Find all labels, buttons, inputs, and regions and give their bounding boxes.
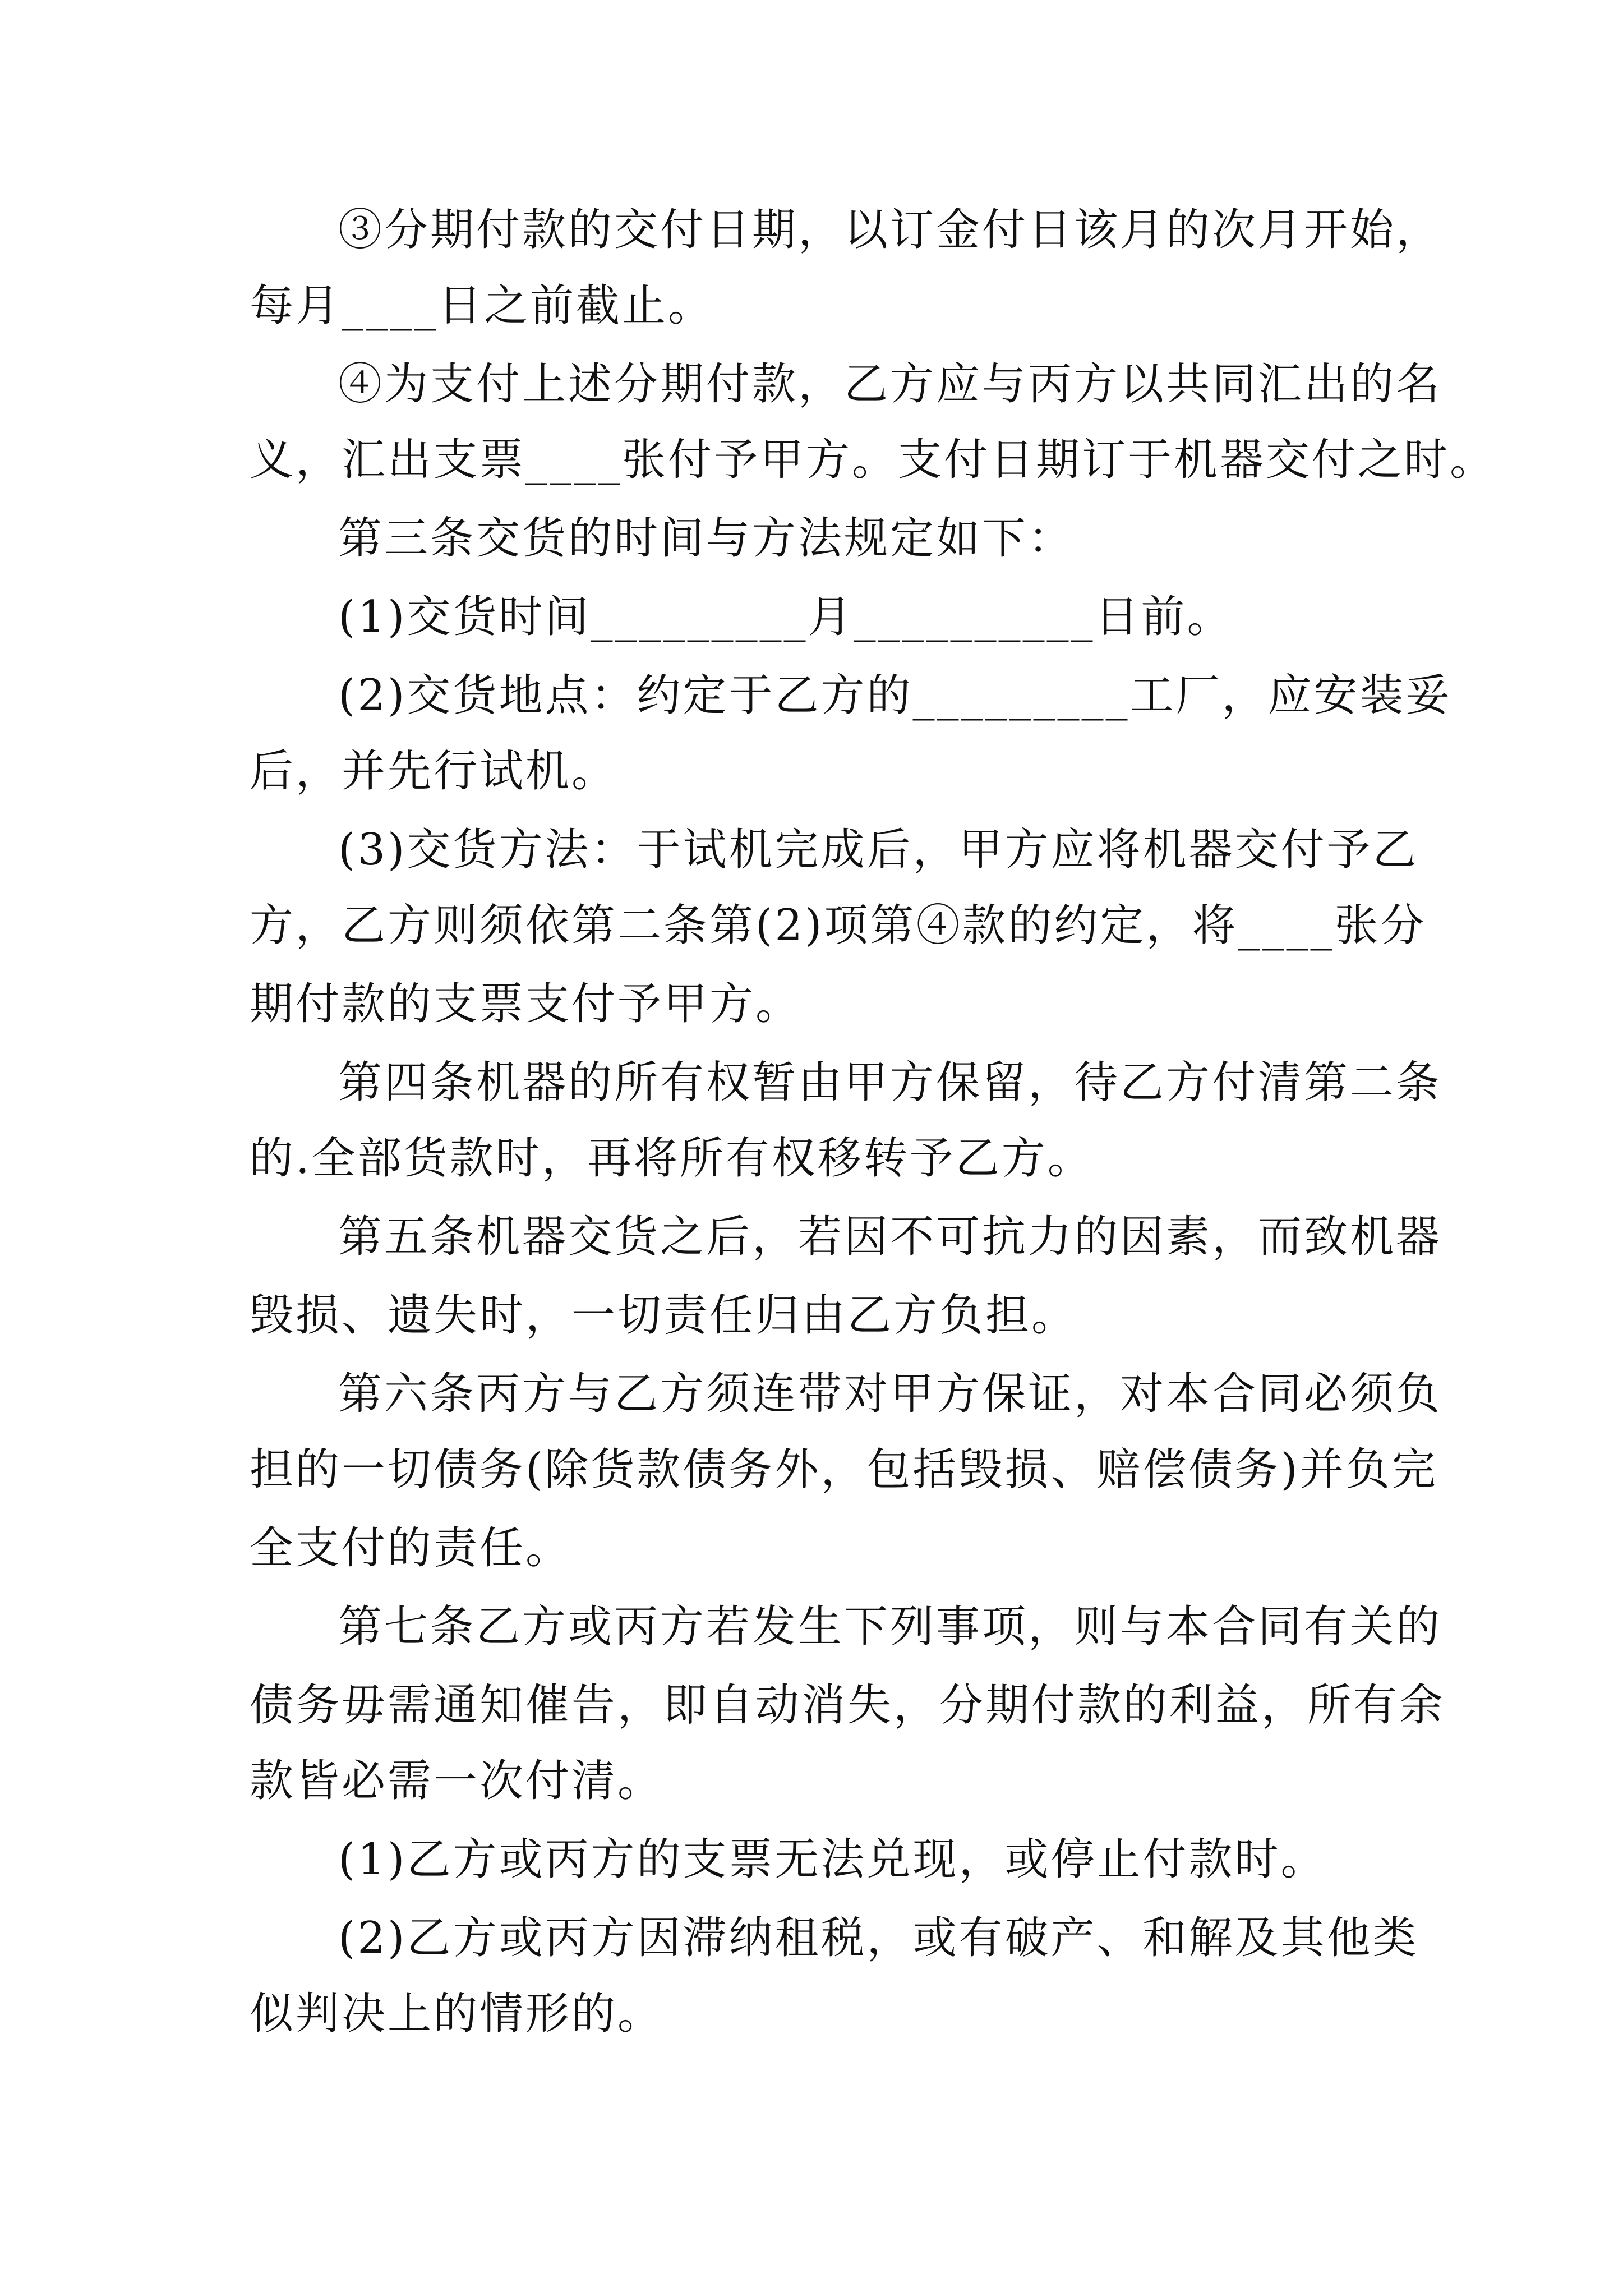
text-line: 债务毋需通知催告，即自动消失，分期付款的利益，所有余 [250, 1680, 1446, 1731]
text-line: 担的一切债务(除货款债务外，包括毁损、赔偿债务)并负完 [250, 1444, 1438, 1495]
text-line: 的.全部货款时，再将所有权移转予乙方。 [250, 1133, 1094, 1184]
text-line: (2)乙方或丙方因滞纳租税，或有破产、和解及其他类 [338, 1913, 1419, 1963]
text-line: (1)乙方或丙方的支票无法兑现，或停止付款时。 [338, 1834, 1327, 1885]
text-line: 第四条机器的所有权暂由甲方保留，待乙方付清第二条 [338, 1057, 1442, 1108]
text-line: 第三条交货的时间与方法规定如下： [338, 513, 1075, 564]
text-line: 第六条丙方与乙方须连带对甲方保证，对本合同必须负 [338, 1369, 1442, 1419]
text-line: 后，并先行试机。 [250, 746, 618, 797]
text-line: 第五条机器交货之后，若因不可抗力的因素，而致机器 [338, 1212, 1442, 1262]
text-line: 第七条乙方或丙方若发生下列事项，则与本合同有关的 [338, 1602, 1442, 1652]
text-line: 义，汇出支票____张付予甲方。支付日期订于机器交付之时。 [250, 435, 1496, 485]
text-line: 方，乙方则须依第二条第(2)项第④款的约定，将____张分 [250, 900, 1427, 951]
text-line: 似判决上的情形的。 [250, 1989, 664, 2039]
text-line: 期付款的支票支付予甲方。 [250, 979, 802, 1029]
text-line: (3)交货方法：于试机完成后，甲方应将机器交付予乙 [338, 825, 1419, 875]
text-line: ③分期付款的交付日期，以订金付日该月的次月开始， [338, 205, 1442, 255]
text-line: 毁损、遗失时，一切责任归由乙方负担。 [250, 1290, 1078, 1341]
text-line: 全支付的责任。 [250, 1523, 572, 1573]
text-line: (2)交货地点：约定于乙方的_________工厂，应安装妥 [338, 670, 1452, 721]
text-line: 款皆必需一次付清。 [250, 1756, 664, 1806]
text-line: ④为支付上述分期付款，乙方应与丙方以共同汇出的名 [338, 359, 1442, 409]
text-line: (1)交货时间_________月__________日前。 [338, 592, 1233, 642]
text-line: 每月____日之前截止。 [250, 280, 714, 331]
